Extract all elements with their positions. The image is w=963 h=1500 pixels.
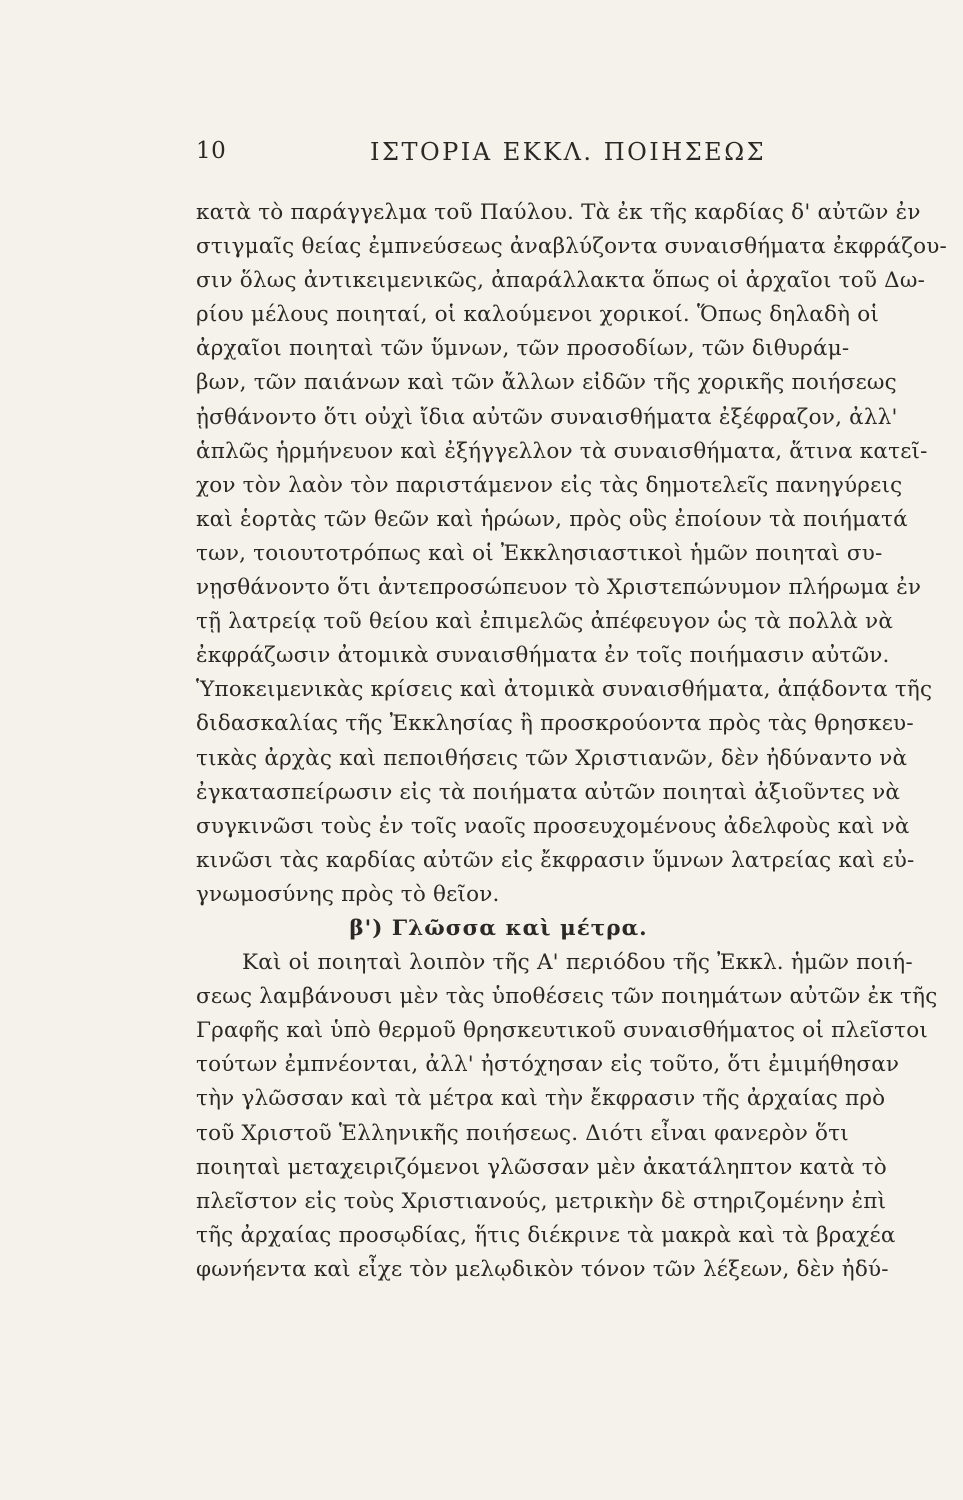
text-line: σεως λαμβάνουσι μὲν τὰς ὑποθέσεις τῶν ποιημάτων αὐτῶν ἐκ τῆς — [196, 984, 938, 1010]
text-line: Ὑποκειμενικὰς κρίσεις καὶ ἀτομικὰ συναισθήματα, ἀπᾴδοντα τῆς — [196, 677, 933, 703]
text-line: τούτων ἐμπνέονται, ἀλλ' ἠστόχησαν εἰς τοῦτο, ὅτι ἐμιμήθησαν — [196, 1052, 900, 1078]
text-line: ᾐσθάνοντο ὅτι οὐχὶ ἴδια αὐτῶν συναισθήματα ἐξέφραζον, ἀλλ' — [196, 404, 898, 430]
text-line: ἀρχαῖοι ποιηταὶ τῶν ὕμνων, τῶν προσοδίων, τῶν διθυράμ- — [196, 336, 850, 362]
text-line: τοῦ Χριστοῦ Ἑλληνικῆς ποιήσεως. Διότι εἶναι φανερὸν ὅτι — [196, 1120, 849, 1146]
text-line: ἐκφράζωσιν ἀτομικὰ συναισθήματα ἐν τοῖς ποιήμασιν αὐτῶν. — [196, 643, 890, 669]
text-line: συγκινῶσι τοὺς ἐν τοῖς ναοῖς προσευχομένους ἀδελφοὺς καὶ νὰ — [196, 813, 910, 839]
text-line: Καὶ οἱ ποιηταὶ λοιπὸν τῆς Α' περιόδου τῆς Ἐκκλ. ἡμῶν ποιή- — [242, 950, 913, 976]
text-line: Γραφῆς καὶ ὑπὸ θερμοῦ θρησκευτικοῦ συναισθήματος οἱ πλεῖστοι — [196, 1018, 928, 1044]
body-text — [196, 196, 947, 1287]
text-line: στιγμαῖς θείας ἐμπνεύσεως ἀναβλύζοντα συναισθήματα ἐκφράζου- — [196, 234, 947, 260]
text-line: των, τοιουτοτρόπως καὶ οἱ Ἐκκλησιαστικοὶ ἡμῶν ποιηταὶ συ- — [196, 540, 883, 566]
text-line: φωνήεντα καὶ εἶχε τὸν μελῳδικὸν τόνον τῶν λέξεων, δὲν ἠδύ- — [196, 1256, 889, 1282]
page-number: 10 — [196, 138, 227, 164]
text-line: κινῶσι τὰς καρδίας αὐτῶν εἰς ἔκφρασιν ὕμνων λατρείας καὶ εὐ- — [196, 847, 915, 873]
paragraph-2 — [196, 946, 938, 1287]
text-line: ἁπλῶς ἡρμήνευον καὶ ἐξήγγελλον τὰ συναισθήματα, ἅτινα κατεῖ- — [196, 438, 928, 464]
page-header — [196, 138, 921, 178]
text-line: νῃσθάνοντο ὅτι ἀντεπροσώπευον τὸ Χριστεπώνυμον πλήρωμα ἐν — [196, 575, 922, 601]
text-line: σιν ὅλως ἀντικειμενικῶς, ἀπαράλλακτα ὅπως οἱ ἀρχαῖοι τοῦ Δω- — [196, 268, 926, 294]
text-line: τὴν γλῶσσαν καὶ τὰ μέτρα καὶ τὴν ἔκφρασιν τῆς ἀρχαίας πρὸ — [196, 1086, 886, 1112]
text-line: ρίου μέλους ποιηταί, οἱ καλούμενοι χορικοί. Ὅπως δηλαδὴ οἱ — [196, 302, 880, 328]
text-line: καὶ ἑορτὰς τῶν θεῶν καὶ ἡρώων, πρὸς οὓς ἐποίουν τὰ ποιήματά — [196, 506, 908, 532]
text-line: ἐγκατασπείρωσιν εἰς τὰ ποιήματα αὐτῶν ποιηταὶ ἀξιοῦντες νὰ — [196, 779, 901, 805]
paragraph-1 — [196, 196, 947, 912]
text-line: τῆς ἀρχαίας προσῳδίας, ἥτις διέκρινε τὰ μακρὰ καὶ τὰ βραχέα — [196, 1222, 896, 1248]
running-title: ΙΣΤΟΡΙΑ ΕΚΚΛ. ΠΟΙΗΣΕΩΣ — [370, 138, 767, 166]
text-line: τικὰς ἀρχὰς καὶ πεποιθήσεις τῶν Χριστιανῶν, δὲν ἠδύναντο νὰ — [196, 745, 908, 771]
text-line: γνωμοσύνης πρὸς τὸ θεῖον. — [196, 881, 500, 907]
text-line: βων, τῶν παιάνων καὶ τῶν ἄλλων εἰδῶν τῆς χορικῆς ποιήσεως — [196, 370, 897, 396]
text-line: πλεῖστον εἰς τοὺς Χριστιανούς, μετρικὴν δὲ στηριζομένην ἐπὶ — [196, 1188, 887, 1214]
text-line: κατὰ τὸ παράγγελμα τοῦ Παύλου. Τὰ ἐκ τῆς καρδίας δ' αὐτῶν ἐν — [196, 200, 921, 225]
text-line: τῇ λατρείᾳ τοῦ θείου καὶ ἐπιμελῶς ἀπέφευγον ὡς τὰ πολλὰ νὰ — [196, 609, 894, 635]
text-line: διδασκαλίας τῆς Ἐκκλησίας ἢ προσκρούοντα πρὸς τὰς θρησκευ- — [196, 711, 914, 737]
section-heading: β') Γλῶσσα καὶ μέτρα. — [349, 915, 648, 941]
text-line: χον τὸν λαὸν τὸν παριστάμενον εἰς τὰς δημοτελεῖς πανηγύρεις — [196, 472, 903, 498]
text-line: ποιηταὶ μεταχειριζόμενοι γλῶσσαν μὲν ἀκατάληπτον κατὰ τὸ — [196, 1154, 887, 1180]
